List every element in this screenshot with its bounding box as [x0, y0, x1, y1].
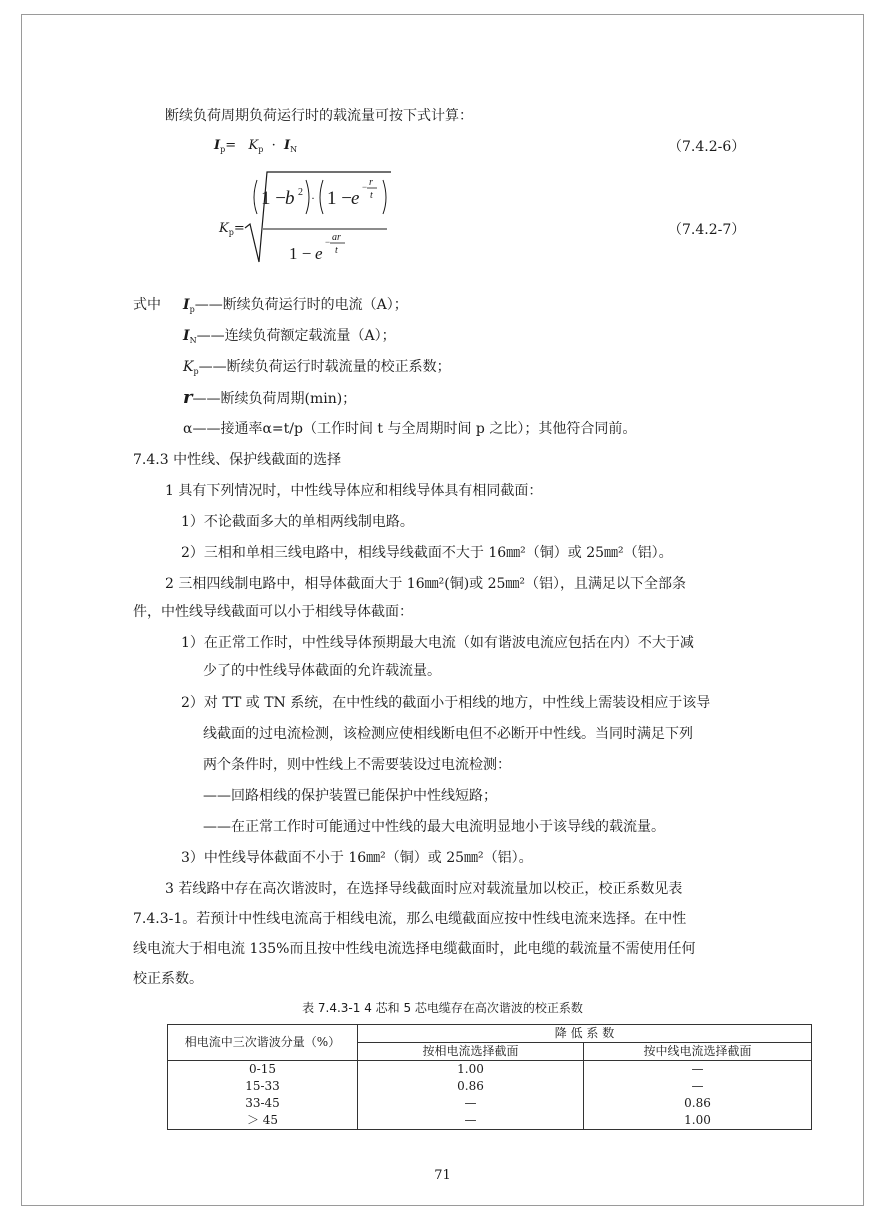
eq1-k-sub: p: [258, 145, 264, 154]
list-item: 线截面的过电流检测，该检测应使相线断电但不必断开中性线。当同时满足下列: [203, 726, 693, 742]
list-item: 1）不论截面多大的单相两线制电路。: [181, 514, 414, 530]
svg-text:−: −: [362, 182, 368, 192]
list-item: 少了的中性线导体截面的允许载流量。: [203, 663, 441, 679]
eq1-i-sub: N: [290, 145, 298, 154]
equation-1: [214, 136, 297, 160]
page-number: 71: [434, 1168, 451, 1183]
svg-text:r: r: [369, 177, 373, 188]
paragraph: 3 若线路中存在高次谐波时，在选择导线截面时应对载流量加以校正，校正系数见表: [165, 881, 683, 897]
where-item: $I_N——$连续负荷额定载流量（A）；: [183, 328, 396, 345]
svg-text:2: 2: [298, 187, 303, 198]
svg-text:t: t: [335, 245, 338, 256]
paragraph: 校正系数。: [133, 971, 203, 987]
svg-text:−: −: [325, 237, 331, 247]
table-row: 15-33 0.86 —: [168, 1078, 812, 1095]
table-row: 0-15 1.00 —: [168, 1061, 812, 1079]
list-item: 2）对 TT 或 TN 系统，在中性线的截面小于相线的地方，中性线上需装设相应于该导: [181, 695, 711, 711]
svg-text:e: e: [315, 244, 323, 263]
list-item: 2）三相和单相三线电路中，相线导线截面不大于 16㎜²（铜）或 25㎜²（铝）。: [181, 545, 673, 561]
where-prefix: 式中: [133, 297, 161, 313]
list-item: 3）中性线导体截面不小于 16㎜²（铜）或 25㎜²（铝）。: [181, 850, 533, 866]
svg-text:e: e: [351, 188, 360, 209]
svg-text:t: t: [370, 190, 373, 201]
table-row: 33-45 — 0.86: [168, 1095, 812, 1112]
eq1-i: I: [284, 138, 291, 153]
list-item: 两个条件时，则中性线上不需要装设过电流检测：: [203, 757, 511, 773]
eq1-number: （7.4.2-6）: [668, 139, 746, 155]
svg-text:1 −: 1 −: [289, 244, 312, 263]
eq1-k: K: [248, 138, 259, 153]
svg-text:b: b: [285, 188, 295, 209]
svg-text:1 −: 1 −: [327, 188, 352, 209]
eq1-lhs-symbol: I: [214, 138, 221, 153]
eq2-number: （7.4.2-7）: [668, 222, 746, 238]
eq1-equals: =: [225, 138, 237, 153]
list-item: ——在正常工作时可能通过中性线的最大电流明显地小于该导线的载流量。: [203, 819, 665, 835]
table-header-neutral: 按中线电流选择截面: [584, 1043, 812, 1061]
table-header-harmonic: 相电流中三次谐波分量（%）: [168, 1025, 358, 1061]
table-header-phase: 按相电流选择截面: [358, 1043, 584, 1061]
eq2-k-sub: p: [228, 228, 234, 237]
list-item: ——回路相线的保护装置已能保护中性线短路；: [203, 788, 497, 804]
sqrt-formula: [215, 166, 400, 266]
eq2-equals: =: [233, 221, 245, 236]
table-header-group: 降 低 系 数: [358, 1025, 812, 1043]
correction-table: [167, 1024, 812, 1130]
paragraph: 线电流大于相电流 135%而且按中性线电流选择电缆截面时，此电缆的载流量不需使用任何: [133, 941, 696, 957]
intro-text: 断续负荷周期负荷运行时的载流量可按下式计算：: [165, 108, 473, 124]
eq1-dot: ·: [271, 138, 276, 153]
paragraph: 2 三相四线制电路中，相导体截面大于 16㎜²(铜)或 25㎜²（铝），且满足以下全部条: [165, 576, 687, 592]
where-item: $I_p——$断续负荷运行时的电流（A）；: [183, 297, 408, 314]
paragraph: 件，中性线导线截面可以小于相线导体截面：: [133, 604, 413, 620]
section-heading: 7.4.3 中性线、保护线截面的选择: [133, 452, 342, 468]
eq1-lhs-sub: p: [220, 145, 226, 154]
eq2-k: K: [219, 221, 229, 236]
paragraph: 7.4.3-1。若预计中性线电流高于相线电流，那么电缆截面应按中性线电流来选择。在中性: [133, 911, 687, 927]
where-item: $K_p——$断续负荷运行时载流量的校正系数；: [183, 359, 451, 376]
svg-text:·: ·: [311, 191, 315, 205]
paragraph: 1 具有下列情况时，中性线导体应和相线导体具有相同截面：: [165, 483, 543, 499]
svg-text:ar: ar: [332, 232, 341, 243]
svg-text:1 −: 1 −: [261, 188, 286, 209]
list-item: 1）在正常工作时，中性线导体预期最大电流（如有谐波电流应包括在内）不大于减: [181, 635, 694, 651]
where-item: α——接通率α=t/p（工作时间 t 与全周期时间 p 之比）；其他符合同前。: [183, 421, 637, 437]
table-row: ＞ 45 — 1.00: [168, 1112, 812, 1130]
where-item: r——断续负荷周期(min)；: [183, 387, 357, 408]
table-caption: 表 7.4.3-1 4 芯和 5 芯电缆存在高次谐波的校正系数: [302, 1001, 583, 1015]
